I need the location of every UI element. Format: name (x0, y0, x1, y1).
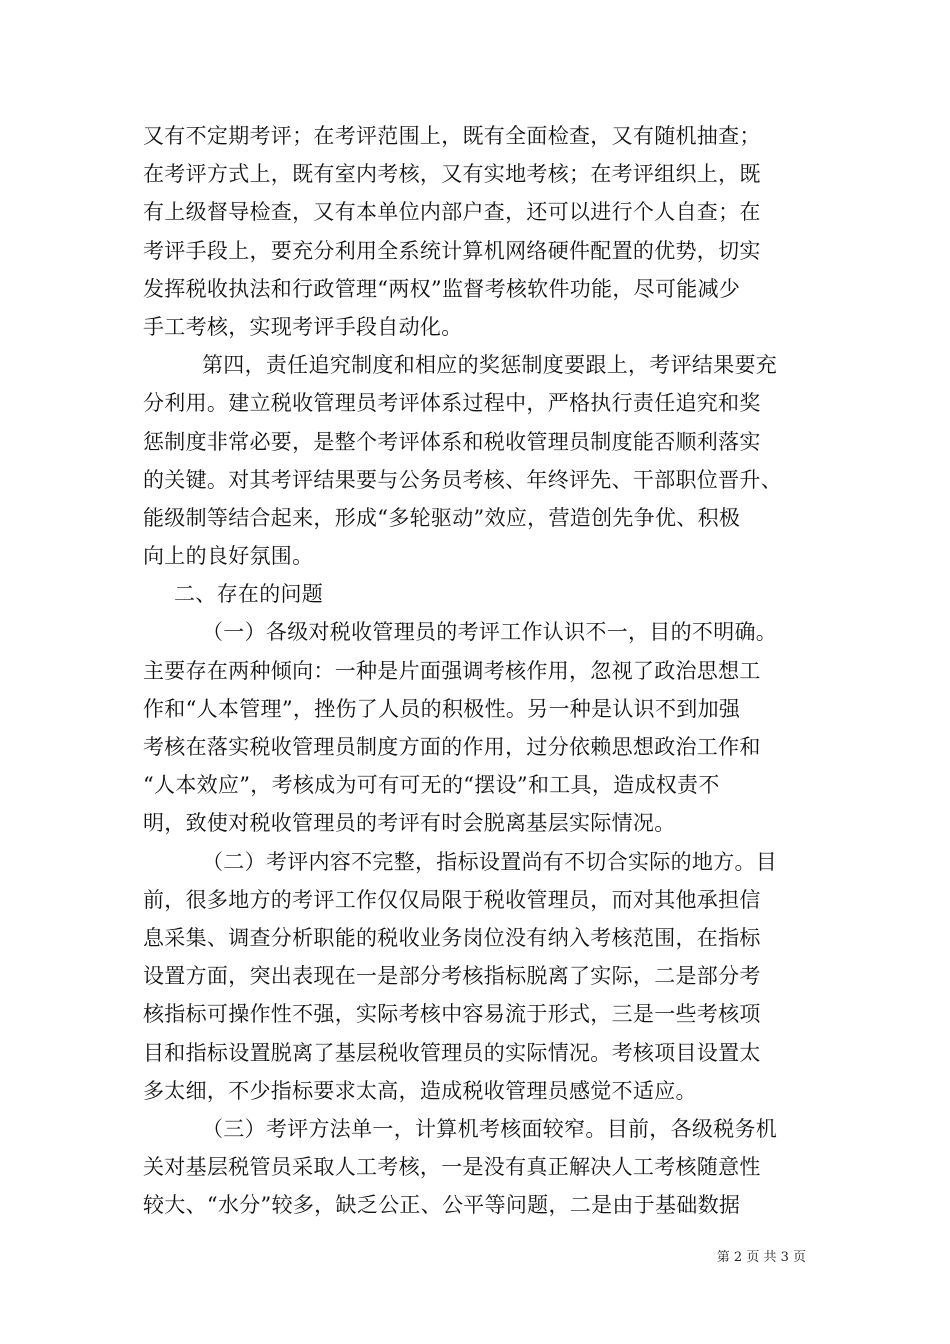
text-line: 有上级督导检查，又有本单位内部户查，还可以进行个人自查；在 (143, 200, 761, 225)
text-line: 惩制度非常必要，是整个考评体系和税收管理员制度能否顺利落实 (143, 429, 761, 454)
text-line: 手工考核，实现考评手段自动化。 (143, 314, 463, 339)
text-line: 较大、“水分”较多，缺乏公正、公平等问题，二是由于基础数据 (143, 1193, 741, 1218)
text-line: 分利用。建立税收管理员考评体系过程中，严格执行责任追究和奖 (143, 391, 761, 416)
text-line: 考核在落实税收管理员制度方面的作用，过分依赖思想政治工作和 (143, 735, 761, 759)
text-line: 作和“人本管理”，挫伤了人员的积极性。另一种是认识不到加强 (143, 696, 741, 721)
paragraph-start-line: （二）考评内容不完整，指标设置尚有不切合实际的地方。目 (202, 849, 778, 874)
text-line: 主要存在两种倾向：一种是片面强调考核作用，忽视了政治思想工 (143, 658, 761, 683)
paragraph-start-line: （三）考评方法单一，计算机考核面较窄。目前，各级税务机 (202, 1116, 778, 1141)
text-line: 在考评方式上，既有室内考核，又有实地考核；在考评组织上，既 (143, 162, 761, 187)
text-line: 向上的良好氛围。 (143, 544, 314, 569)
text-line: 设置方面，突出表现在一是部分考核指标脱离了实际，二是部分考 (143, 964, 761, 989)
text-line: 明，致使对税收管理员的考评有时会脱离基层实际情况。 (143, 811, 676, 836)
text-line: 又有不定期考评；在考评范围上，既有全面检查，又有随机抽查； (143, 124, 761, 148)
paragraph-start-line: （一）各级对税收管理员的考评工作认识不一，目的不明确。 (202, 620, 778, 645)
body-text (143, 117, 813, 1224)
text-line: 息采集、调查分析职能的税收业务岗位没有纳入考核范围，在指标 (143, 925, 761, 950)
page-number: 第 2 页 共 3 页 (716, 1250, 806, 1265)
text-line: 核指标可操作性不强，实际考核中容易流于形式，三是一些考核项 (143, 1002, 761, 1027)
text-line: 能级制等结合起来，形成“多轮驱动”效应，营造创先争优、积极 (143, 505, 741, 530)
section-heading: 二、存在的问题 (174, 582, 324, 607)
text-line: 的关键。对其考评结果要与公务员考核、年终评先、干部职位晋升、 (143, 467, 782, 492)
text-line: 关对基层税管员采取人工考核，一是没有真正解决人工考核随意性 (143, 1155, 761, 1180)
text-line: “人本效应”，考核成为可有可无的“摆设”和工具，造成权责不 (143, 773, 720, 798)
text-line: 考评手段上，要充分利用全系统计算机网络硬件配置的优势，切实 (143, 238, 761, 263)
paragraph-start-line: 第四，责任追究制度和相应的奖惩制度要跟上，考评结果要充 (202, 353, 778, 378)
text-line: 目和指标设置脱离了基层税收管理员的实际情况。考核项目设置太 (143, 1040, 761, 1065)
text-line: 发挥税收执法和行政管理“两权”监督考核软件功能，尽可能减少 (143, 276, 741, 301)
text-line: 多太细，不少指标要求太高，造成税收管理员感觉不适应。 (143, 1078, 697, 1103)
text-line: 前，很多地方的考评工作仅仅局限于税收管理员，而对其他承担信 (143, 887, 761, 912)
